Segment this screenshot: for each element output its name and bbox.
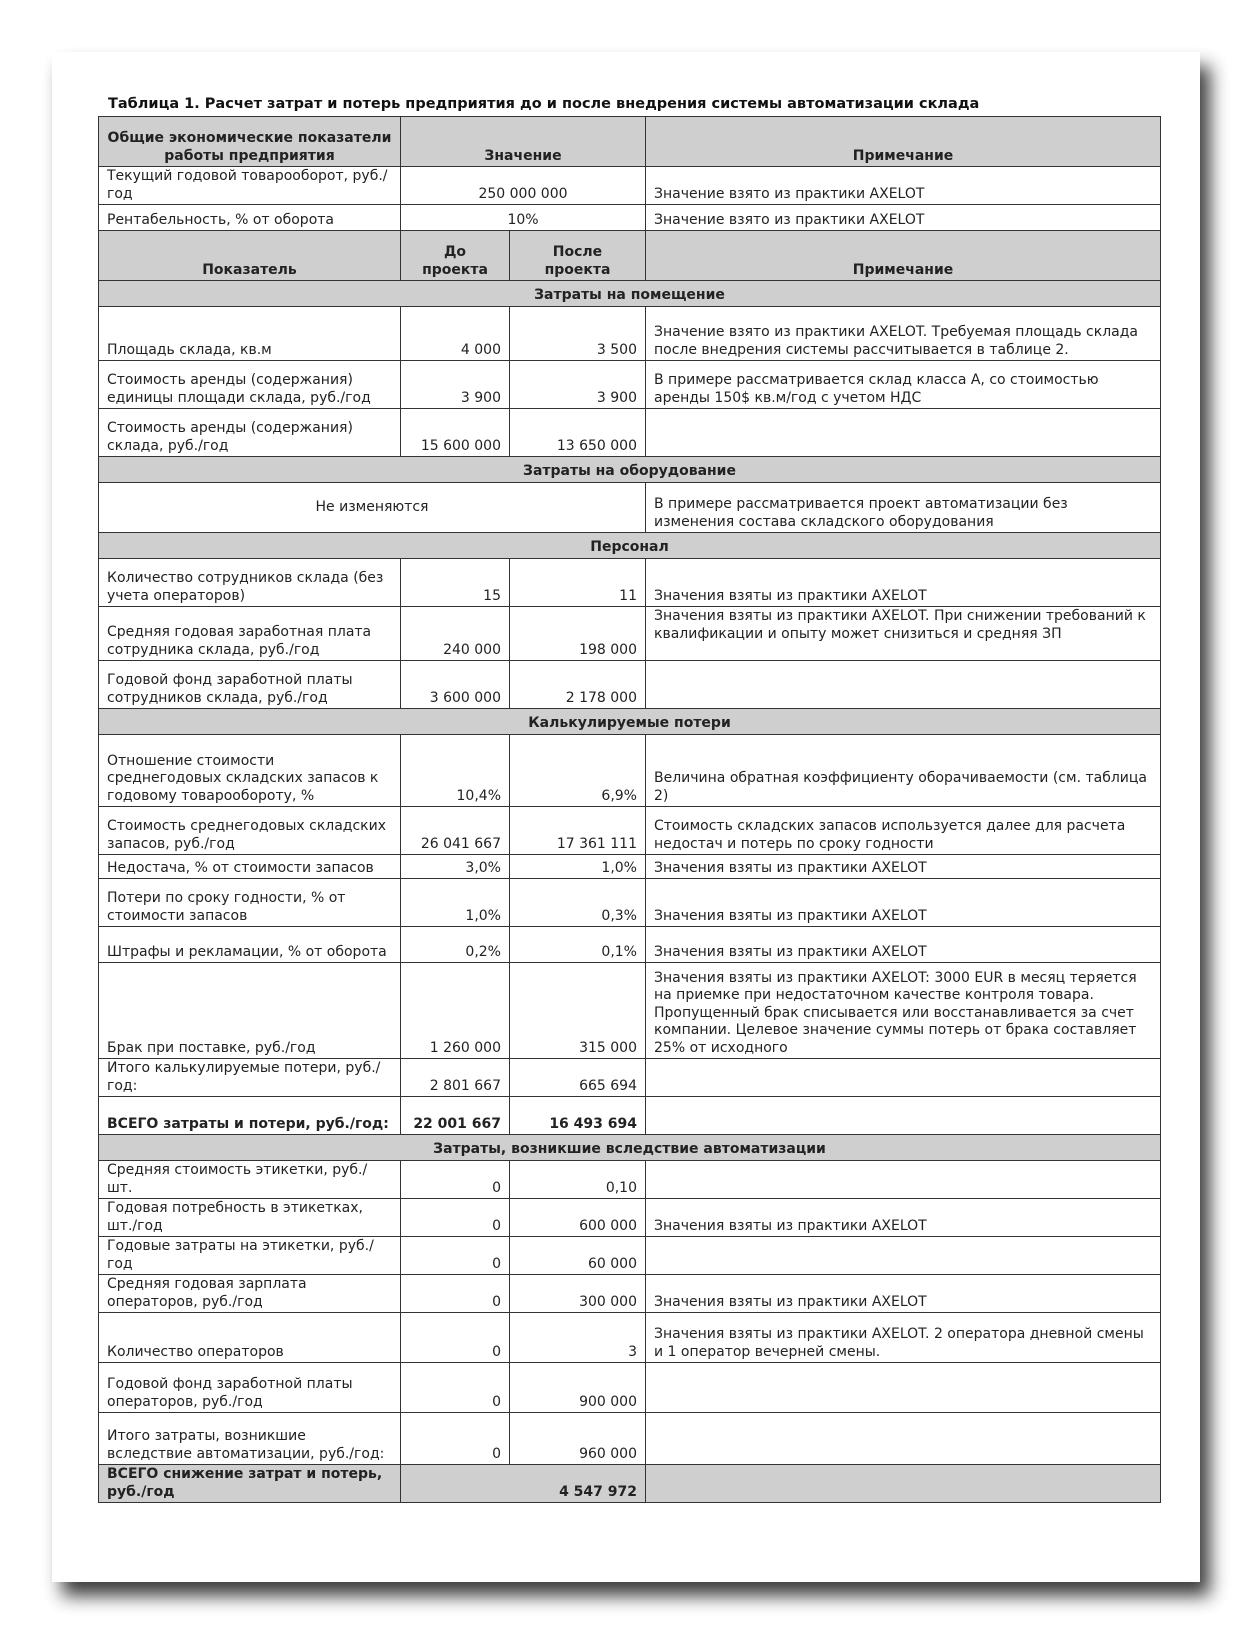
equipment-unchanged: Не изменяются [99, 483, 646, 533]
row-note: Значения взяты из практики AXELOT: 3000 EUR в месяц теряется на приемке при недостаточном качестве контроля товара. Пропущенный брак списывается или восстанавливается за счет компании. Целевое значение суммы потерь от брака составляет 25% от исходного [646, 963, 1161, 1059]
row-before: 0 [401, 1161, 510, 1199]
row-after: 3 500 [510, 307, 646, 361]
row-after: 2 178 000 [510, 661, 646, 709]
total-before: 22 001 667 [401, 1097, 510, 1135]
row-before: 0 [401, 1413, 510, 1465]
row-after: 665 694 [510, 1059, 646, 1097]
grand-total-value: 4 547 972 [401, 1465, 646, 1503]
row-label: Стоимость аренды (содержания) единицы площади склада, руб./год [99, 361, 401, 409]
header-general-indicators: Общие экономические показатели работы предприятия [99, 117, 401, 167]
table-row [99, 927, 1161, 963]
header-note: Примечание [646, 117, 1161, 167]
total-note [646, 1097, 1161, 1135]
row-before: 3 600 000 [401, 661, 510, 709]
header-note: Примечание [646, 231, 1161, 281]
grand-total-note [646, 1465, 1161, 1503]
row-note: Значения взяты из практики AXELOT [646, 855, 1161, 879]
table-row [99, 409, 1161, 457]
table-row [99, 735, 1161, 807]
table-row [99, 855, 1161, 879]
section-row [99, 457, 1161, 483]
table-row [99, 1275, 1161, 1313]
table-row [99, 559, 1161, 607]
section-losses: Калькулируемые потери [99, 709, 1161, 735]
cost-table [98, 116, 1161, 1503]
general-row [99, 205, 1161, 231]
general-row [99, 167, 1161, 205]
row-label: Штрафы и рекламации, % от оборота [99, 927, 401, 963]
table-row [99, 1363, 1161, 1413]
row-note: Значения взяты из практики AXELOT. При снижении требований к квалификации и опыту может снизиться и средняя ЗП [646, 607, 1161, 661]
row-label: Годовой фонд заработной платы сотрудников склада, руб./год [99, 661, 401, 709]
table-row [99, 307, 1161, 361]
row-after: 17 361 111 [510, 807, 646, 855]
row-after: 13 650 000 [510, 409, 646, 457]
table-row [99, 963, 1161, 1059]
header-after-project: После проекта [510, 231, 646, 281]
general-header-row [99, 117, 1161, 167]
grand-total-row [99, 1465, 1161, 1503]
section-staff: Персонал [99, 533, 1161, 559]
indicator-header-row [99, 231, 1161, 281]
row-note: Значения взяты из практики AXELOT. 2 оператора дневной смены и 1 оператор вечерней смены. [646, 1313, 1161, 1363]
table-row [99, 1413, 1161, 1465]
row-after: 0,1% [510, 927, 646, 963]
row-note [646, 1237, 1161, 1275]
table-row [99, 361, 1161, 409]
row-label: Стоимость среднегодовых складских запасов, руб./год [99, 807, 401, 855]
row-before: 240 000 [401, 607, 510, 661]
table-row [99, 483, 1161, 533]
total-after: 16 493 694 [510, 1097, 646, 1135]
row-label: Отношение стоимости среднегодовых складских запасов к годовому товарообороту, % [99, 735, 401, 807]
row-after: 1,0% [510, 855, 646, 879]
header-indicator: Показатель [99, 231, 401, 281]
row-label: Средняя годовая зарплата операторов, руб./год [99, 1275, 401, 1313]
header-value: Значение [401, 117, 646, 167]
table-row [99, 1199, 1161, 1237]
table-row [99, 1161, 1161, 1199]
row-note: В примере рассматривается склад класса А, со стоимостью аренды 150$ кв.м/год с учетом НДС [646, 361, 1161, 409]
row-value: 10% [401, 205, 646, 231]
row-label: Стоимость аренды (содержания) склада, руб./год [99, 409, 401, 457]
row-label: Площадь склада, кв.м [99, 307, 401, 361]
row-note [646, 409, 1161, 457]
row-label: Потери по сроку годности, % от стоимости запасов [99, 879, 401, 927]
row-note: Значение взято из практики AXELOT. Требуемая площадь склада после внедрения системы рассчитывается в таблице 2. [646, 307, 1161, 361]
row-note: Значения взяты из практики AXELOT [646, 1275, 1161, 1313]
row-label: Количество сотрудников склада (без учета операторов) [99, 559, 401, 607]
row-before: 26 041 667 [401, 807, 510, 855]
row-after: 300 000 [510, 1275, 646, 1313]
row-label: Недостача, % от стоимости запасов [99, 855, 401, 879]
table-row [99, 607, 1161, 661]
row-after: 60 000 [510, 1237, 646, 1275]
row-after: 960 000 [510, 1413, 646, 1465]
row-label: Текущий годовой товарооборот, руб./год [99, 167, 401, 205]
row-after: 900 000 [510, 1363, 646, 1413]
section-row [99, 281, 1161, 307]
section-premises: Затраты на помещение [99, 281, 1161, 307]
table-row [99, 661, 1161, 709]
row-note: В примере рассматривается проект автоматизации без изменения состава складского оборудования [646, 483, 1161, 533]
row-after: 11 [510, 559, 646, 607]
row-note: Значения взяты из практики AXELOT [646, 927, 1161, 963]
row-label: Годовой фонд заработной платы операторов, руб./год [99, 1363, 401, 1413]
row-label: Итого калькулируемые потери, руб./год: [99, 1059, 401, 1097]
row-note [646, 1363, 1161, 1413]
row-after: 6,9% [510, 735, 646, 807]
row-after: 198 000 [510, 607, 646, 661]
row-label: Итого затраты, возникшие вследствие автоматизации, руб./год: [99, 1413, 401, 1465]
total-row [99, 1097, 1161, 1135]
row-after: 315 000 [510, 963, 646, 1059]
row-note [646, 1413, 1161, 1465]
row-note: Стоимость складских запасов используется далее для расчета недостач и потерь по сроку годности [646, 807, 1161, 855]
row-note [646, 661, 1161, 709]
total-label: ВСЕГО затраты и потери, руб./год: [99, 1097, 401, 1135]
row-before: 10,4% [401, 735, 510, 807]
row-after: 3 900 [510, 361, 646, 409]
row-after: 0,3% [510, 879, 646, 927]
row-before: 15 [401, 559, 510, 607]
row-before: 2 801 667 [401, 1059, 510, 1097]
section-row [99, 1135, 1161, 1161]
row-before: 1 260 000 [401, 963, 510, 1059]
row-note: Значения взяты из практики AXELOT [646, 559, 1161, 607]
header-before-project: До проекта [401, 231, 510, 281]
row-before: 3 900 [401, 361, 510, 409]
table-row [99, 1059, 1161, 1097]
row-after: 600 000 [510, 1199, 646, 1237]
row-label: Брак при поставке, руб./год [99, 963, 401, 1059]
row-label: Средняя годовая заработная плата сотрудника склада, руб./год [99, 607, 401, 661]
row-note [646, 1059, 1161, 1097]
row-note [646, 1161, 1161, 1199]
row-before: 4 000 [401, 307, 510, 361]
table-row [99, 1237, 1161, 1275]
section-equipment: Затраты на оборудование [99, 457, 1161, 483]
row-before: 0 [401, 1199, 510, 1237]
row-note: Значения взяты из практики AXELOT [646, 879, 1161, 927]
row-label: Средняя стоимость этикетки, руб./шт. [99, 1161, 401, 1199]
row-before: 0 [401, 1237, 510, 1275]
section-row [99, 709, 1161, 735]
row-label: Годовая потребность в этикетках, шт./год [99, 1199, 401, 1237]
section-automation: Затраты, возникшие вследствие автоматизации [99, 1135, 1161, 1161]
document-page [52, 52, 1200, 1582]
row-before: 0 [401, 1275, 510, 1313]
row-before: 3,0% [401, 855, 510, 879]
table-row [99, 879, 1161, 927]
table-row [99, 1313, 1161, 1363]
row-before: 0 [401, 1313, 510, 1363]
row-before: 15 600 000 [401, 409, 510, 457]
row-label: Количество операторов [99, 1313, 401, 1363]
row-note: Величина обратная коэффициенту оборачиваемости (см. таблица 2) [646, 735, 1161, 807]
row-note: Значение взято из практики AXELOT [646, 167, 1161, 205]
row-before: 1,0% [401, 879, 510, 927]
row-label: Рентабельность, % от оборота [99, 205, 401, 231]
section-row [99, 533, 1161, 559]
row-note: Значения взяты из практики AXELOT [646, 1199, 1161, 1237]
row-note: Значение взято из практики AXELOT [646, 205, 1161, 231]
table-title: Таблица 1. Расчет затрат и потерь предприятия до и после внедрения системы автоматизации склада [108, 96, 980, 112]
row-label: Годовые затраты на этикетки, руб./год [99, 1237, 401, 1275]
grand-total-label: ВСЕГО снижение затрат и потерь, руб./год [99, 1465, 401, 1503]
row-before: 0 [401, 1363, 510, 1413]
row-after: 3 [510, 1313, 646, 1363]
row-value: 250 000 000 [401, 167, 646, 205]
table-row [99, 807, 1161, 855]
row-after: 0,10 [510, 1161, 646, 1199]
row-before: 0,2% [401, 927, 510, 963]
